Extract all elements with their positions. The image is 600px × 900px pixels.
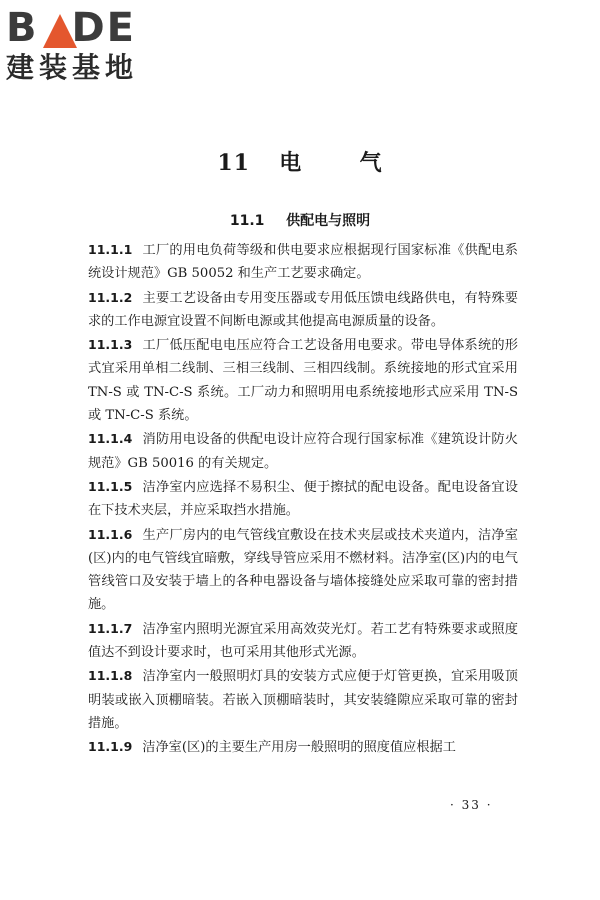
chapter-title xyxy=(0,146,600,177)
clause-11-1-3 xyxy=(88,333,518,427)
clause-text: 主要工艺设备由专用变压器或专用低压馈电线路供电，有特殊要求的工作电源宜设置不间断电源或其他提高电源质量的设备。 xyxy=(88,290,518,329)
clause-text: 洁净室内一般照明灯具的安装方式应便于灯管更换，宜采用吸顶明装或嵌入顶棚暗装。若嵌入顶棚暗装时，其安装缝隙应采取可靠的密封措施。 xyxy=(88,669,518,731)
chapter-number: 11 xyxy=(217,150,250,176)
logo-triangle-icon xyxy=(43,14,77,48)
clause-11-1-4 xyxy=(88,427,518,475)
logo-wordmark xyxy=(6,6,136,50)
section-number: 11.1 xyxy=(229,213,265,229)
clause-11-1-9 xyxy=(88,735,518,759)
clause-number: 11.1.5 xyxy=(88,478,133,494)
clause-11-1-5 xyxy=(88,475,518,523)
logo-letters-de: DE xyxy=(71,5,136,51)
clause-11-1-1 xyxy=(88,238,518,286)
clause-11-1-2 xyxy=(88,286,518,334)
clause-number: 11.1.9 xyxy=(88,739,133,755)
clause-text: 消防用电设备的供配电设计应符合现行国家标准《建筑设计防火规范》GB 50016 的有关规定。 xyxy=(88,432,518,471)
clause-text: 工厂低压配电电压应符合工艺设备用电要求。带电导体系统的形式宜采用单相二线制、三相三线制、三相四线制。系统接地的形式宜采用 TN-S 或 TN-C-S 系统。工厂动力和照明用电系统接地形式应采用 TN-S 或 TN-C-S 系统。 xyxy=(88,338,518,424)
clause-text: 生产厂房内的电气管线宜敷设在技术夹层或技术夹道内，洁净室(区)内的电气管线宜暗敷，穿线导管应采用不燃材料。洁净室(区)内的电气管线管口及安装于墙上的各种电器设备与墙体接缝处应采取可靠的密封措施。 xyxy=(88,527,518,613)
chapter-title-part1: 电 xyxy=(279,150,303,176)
clause-number: 11.1.3 xyxy=(88,337,133,353)
clause-number: 11.1.4 xyxy=(88,431,133,447)
clause-number: 11.1.7 xyxy=(88,620,133,636)
clause-11-1-7 xyxy=(88,617,518,665)
clause-number: 11.1.8 xyxy=(88,668,133,684)
clause-number: 11.1.1 xyxy=(88,242,133,257)
page-number: · 33 · xyxy=(450,798,493,812)
brand-logo xyxy=(6,6,176,84)
section-title xyxy=(0,210,600,230)
clause-number: 11.1.6 xyxy=(88,526,133,542)
section-heading: 供配电与照明 xyxy=(286,213,371,229)
clause-text: 洁净室内应选择不易积尘、便于擦拭的配电设备。配电设备宜设在下技术夹层，并应采取挡水措施。 xyxy=(88,479,518,519)
clause-11-1-6 xyxy=(88,523,518,617)
chapter-title-part2: 气 xyxy=(359,150,383,176)
logo-letter-b: B xyxy=(6,5,39,51)
logo-subtitle: 建装基地 xyxy=(6,51,139,84)
clause-11-1-8 xyxy=(88,664,518,735)
clause-text: 工厂的用电负荷等级和供电要求应根据现行国家标准《供配电系统设计规范》GB 50052 和生产工艺要求确定。 xyxy=(88,243,518,282)
clause-text: 洁净室(区)的主要生产用房一般照明的照度值应根据工 xyxy=(142,740,456,756)
clause-text: 洁净室内照明光源宜采用高效荧光灯。若工艺有特殊要求或照度值达不到设计要求时，也可采用其他形式光源。 xyxy=(88,621,518,661)
clause-list xyxy=(88,238,518,760)
clause-number: 11.1.2 xyxy=(88,289,133,305)
